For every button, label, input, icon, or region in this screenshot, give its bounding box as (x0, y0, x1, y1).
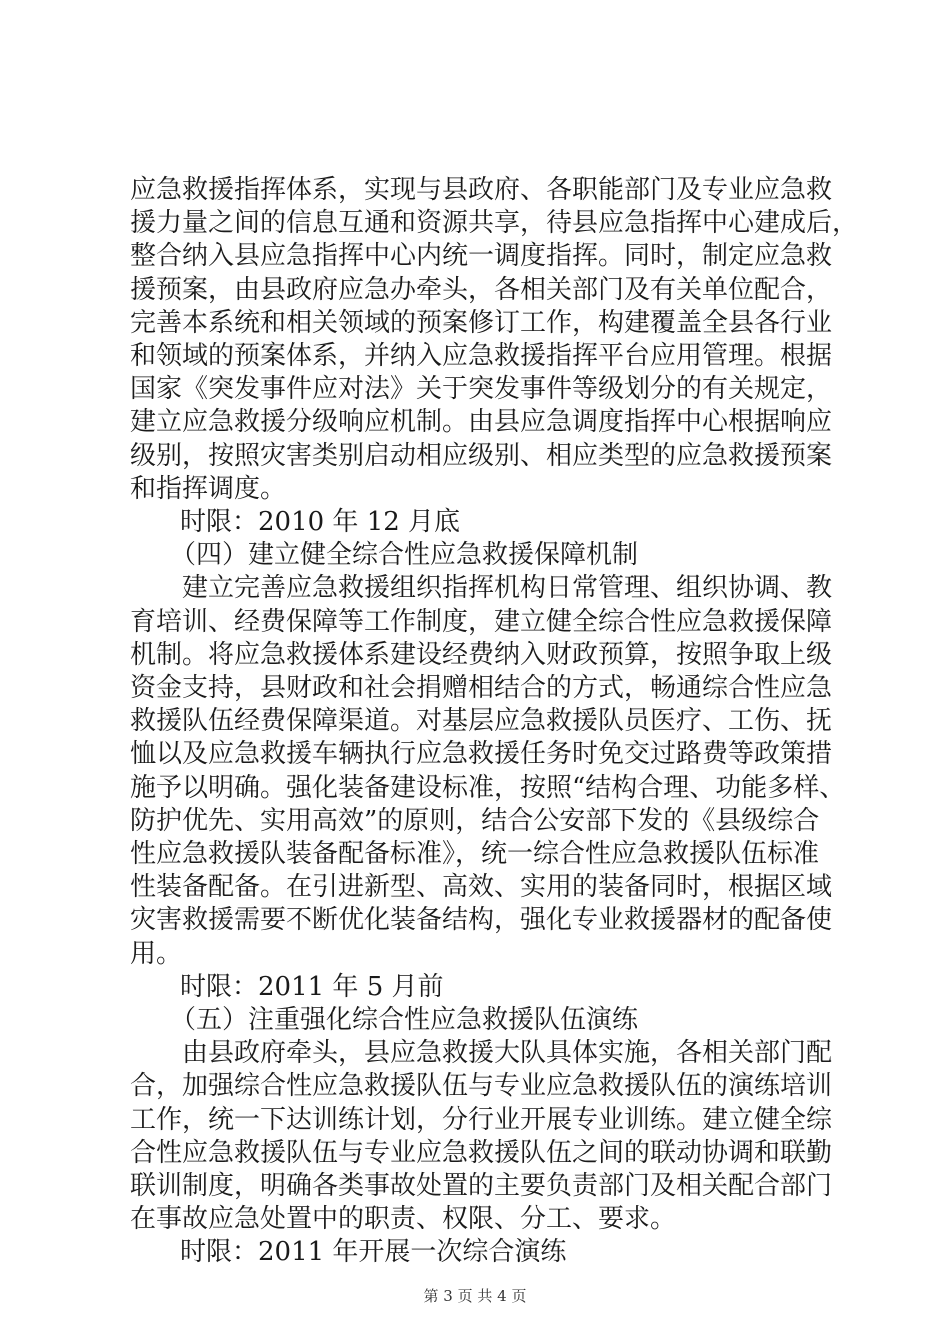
body-text-line: 和领域的预案体系，并纳入应急救援指挥平台应用管理。根据 (130, 341, 833, 371)
body-text-line: 建立完善应急救援组织指挥机构日常管理、组织协调、教 (182, 573, 833, 604)
body-text-line: 灾害救援需要不断优化装备结构，强化专业救援器材的配备使 (130, 905, 833, 936)
body-text-line: 合性应急救援队伍与专业应急救援队伍之间的联动协调和联勤 (130, 1137, 833, 1168)
body-text-line: 资金支持，县财政和社会捐赠相结合的方式，畅通综合性应急 (130, 673, 833, 703)
body-text-line: 用。 (130, 938, 183, 969)
body-text-line: 在事故应急处置中的职责、权限、分工、要求。 (130, 1204, 677, 1235)
body-text-line: 机制。将应急救援体系建设经费纳入财政预算，按照争取上级 (130, 639, 833, 670)
body-text-line: 性应急救援队装备配备标准》，统一综合性应急救援队伍标准 (130, 839, 820, 869)
deadline-line: 时限：2010 年 12 月底 (180, 507, 461, 537)
body-text-line: 施予以明确。强化装备建设标准，按照“结构合理、功能多样、 (130, 772, 846, 803)
body-text-line: 防护优先、实用高效”的原则，结合公安部下发的《县级综合 (130, 805, 820, 836)
body-text-line: 国家《突发事件应对法》关于突发事件等级划分的有关规定， (130, 374, 833, 405)
body-text-line: 育培训、经费保障等工作制度，建立健全综合性应急救援保障 (130, 606, 833, 637)
body-text-line: 和指挥调度。 (130, 473, 287, 504)
body-text-line: 恤以及应急救援车辆执行应急救援任务时免交过路费等政策措 (130, 739, 833, 770)
body-text-line: 建立应急救援分级响应机制。由县应急调度指挥中心根据响应 (130, 407, 833, 438)
section-heading: （四）建立健全综合性应急救援保障机制 (170, 540, 639, 571)
body-text-line: 整合纳入县应急指挥中心内统一调度指挥。同时，制定应急救 (130, 241, 833, 272)
body-text-line: 合，加强综合性应急救援队伍与专业应急救援队伍的演练培训 (130, 1071, 833, 1102)
body-text-line: 由县政府牵头，县应急救援大队具体实施，各相关部门配 (182, 1038, 833, 1069)
body-text-line: 级别，按照灾害类别启动相应级别、相应类型的应急救援预案 (130, 440, 833, 471)
deadline-line: 时限：2011 年 5 月前 (180, 971, 444, 1002)
body-text-line: 救援队伍经费保障渠道。对基层应急救援队员医疗、工伤、抚 (130, 706, 833, 737)
body-text-line: 援力量之间的信息互通和资源共享，待县应急指挥中心建成后， (130, 208, 859, 239)
body-text-line: 完善本系统和相关领域的预案修订工作，构建覆盖全县各行业 (130, 307, 833, 338)
body-text-line: 援预案，由县政府应急办牵头，各相关部门及有关单位配合， (130, 274, 833, 305)
body-text-line: 工作，统一下达训练计划，分行业开展专业训练。建立健全综 (130, 1104, 833, 1135)
body-text-line: 性装备配备。在引进新型、高效、实用的装备同时，根据区域 (130, 872, 833, 903)
body-text-line: 联训制度，明确各类事故处置的主要负责部门及相关配合部门 (130, 1171, 833, 1201)
body-text-line: 应急救援指挥体系，实现与县政府、各职能部门及专业应急救 (130, 175, 833, 205)
deadline-line: 时限：2011 年开展一次综合演练 (180, 1237, 567, 1268)
page-footer: 第 3 页 共 4 页 (423, 1287, 527, 1305)
section-heading: （五）注重强化综合性应急救援队伍演练 (170, 1005, 639, 1035)
